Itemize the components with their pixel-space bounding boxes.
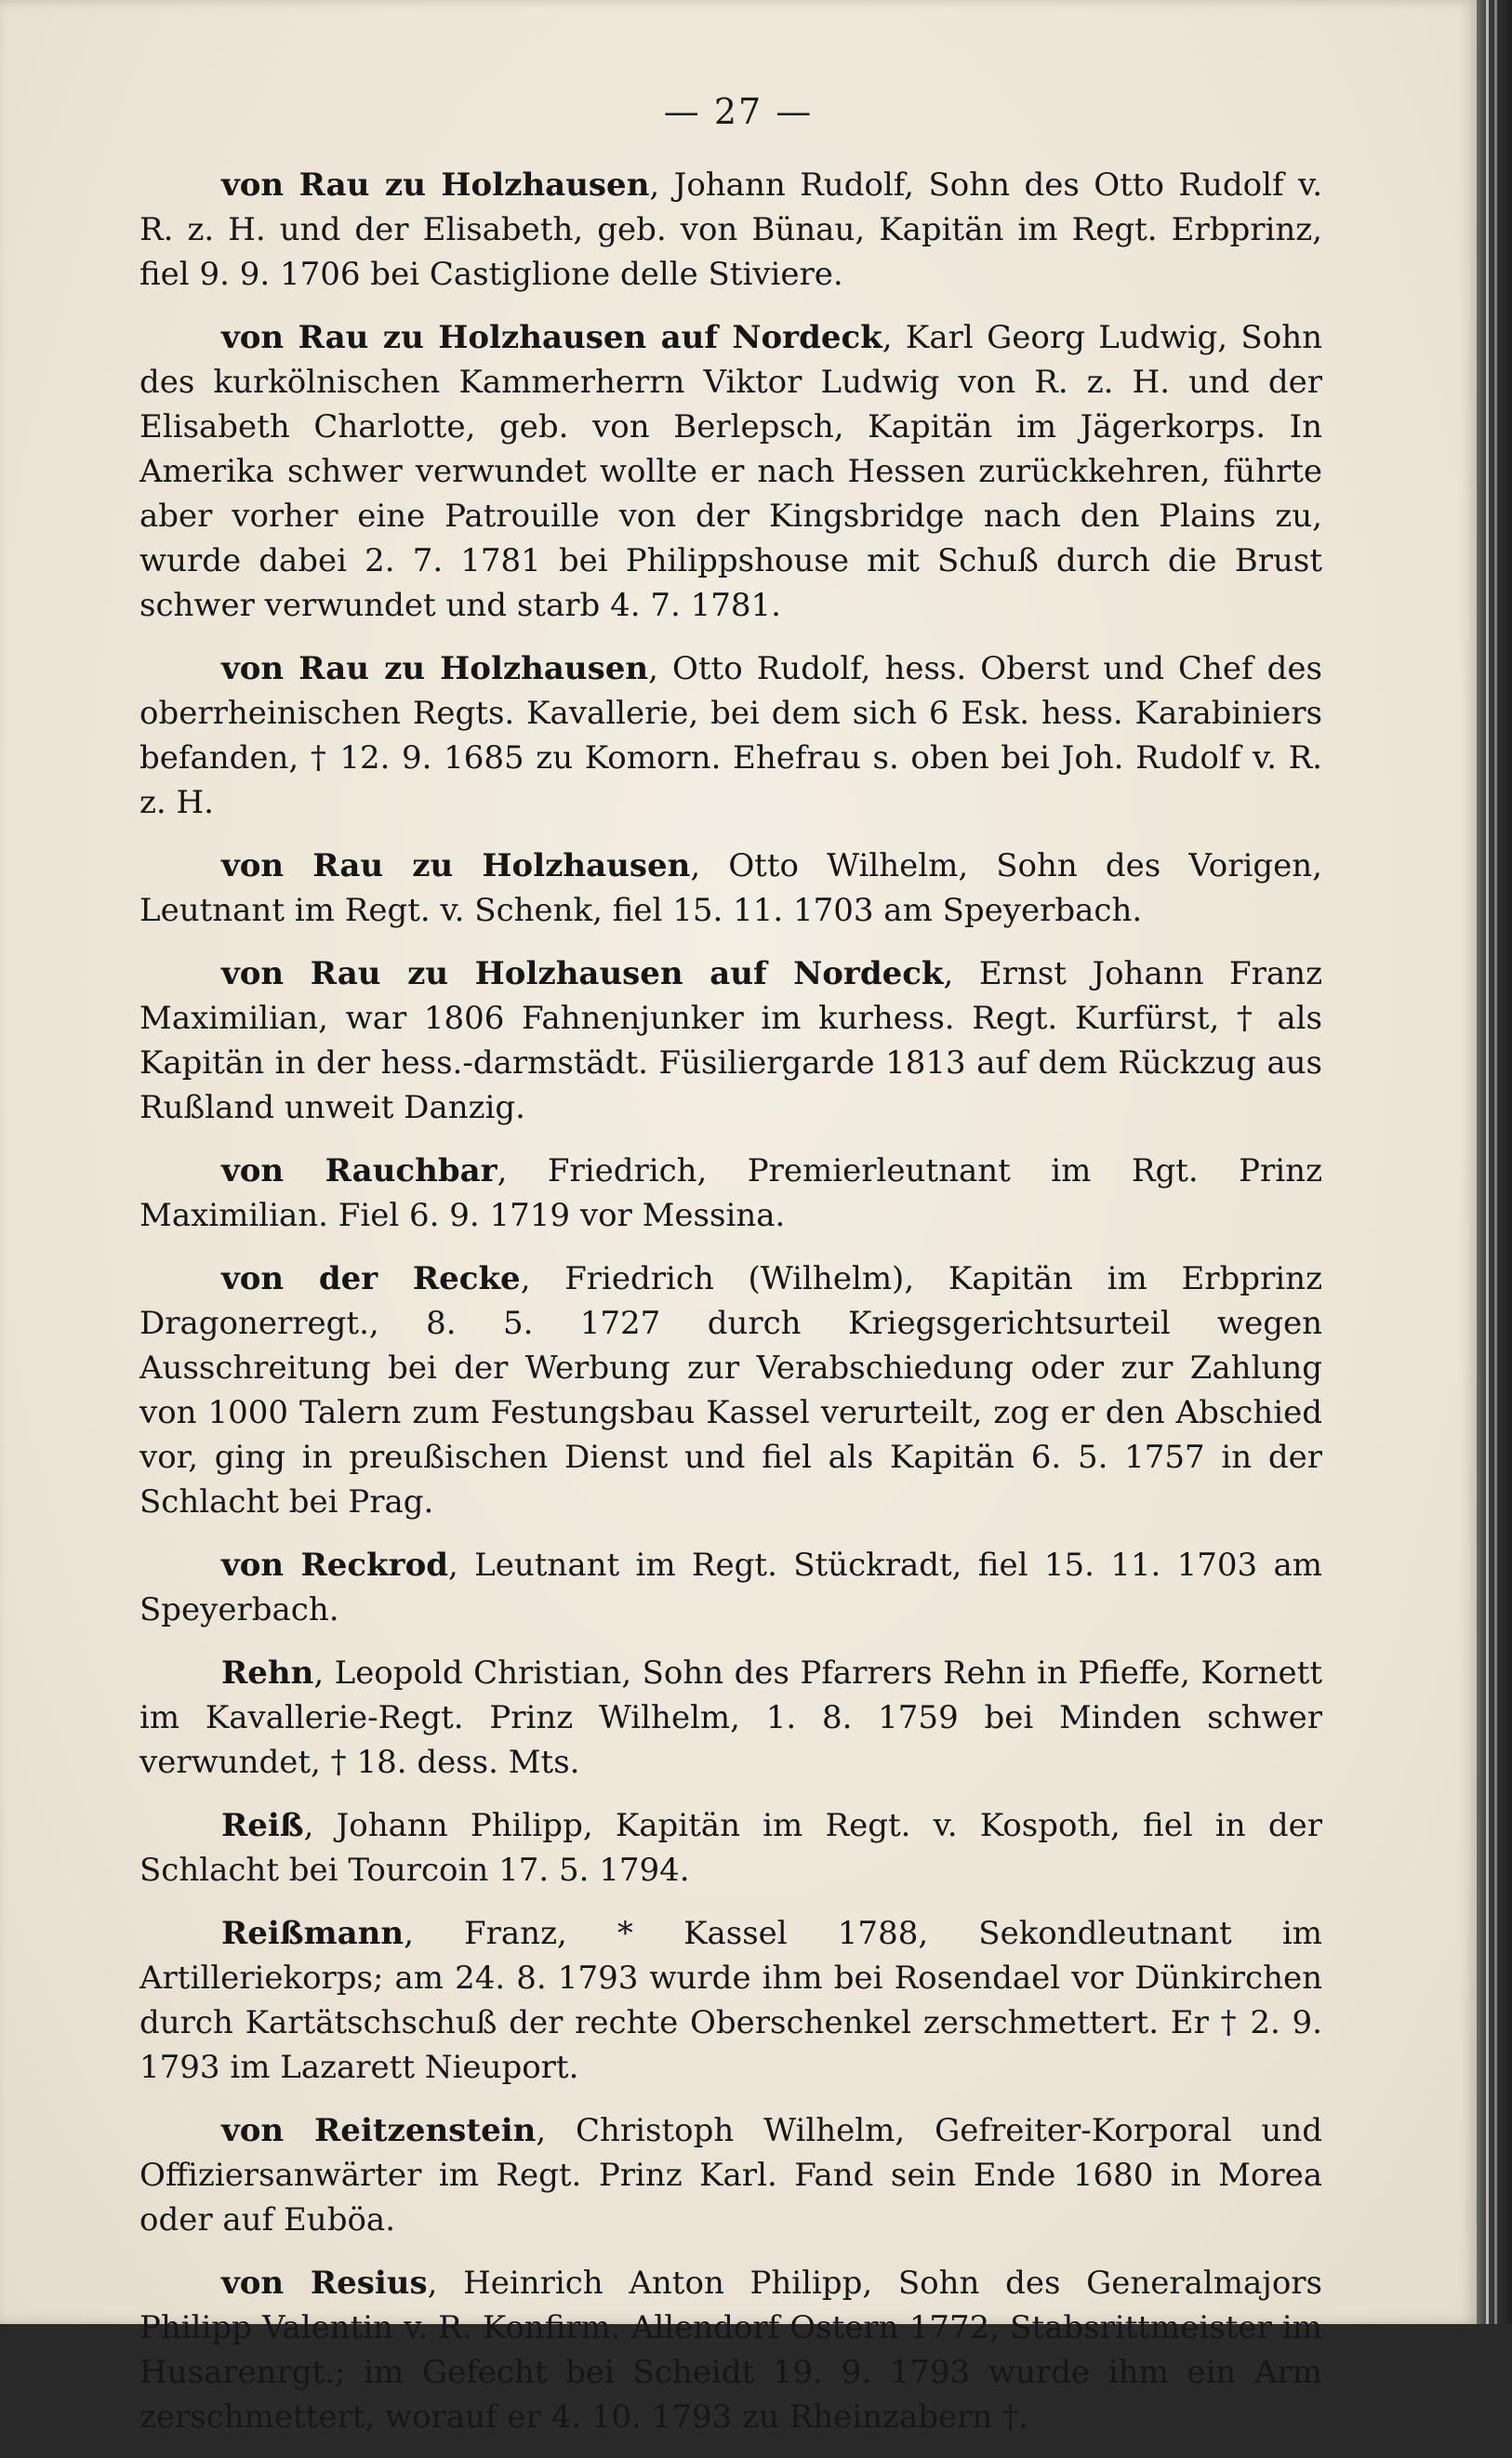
entry-name: Reißmann xyxy=(221,1915,405,1952)
entry xyxy=(139,844,1322,933)
page-edge-line xyxy=(1494,0,1497,2324)
entry-name: von Reckrod xyxy=(221,1547,449,1584)
entry-text: , Leopold Christian, Sohn des Pfarrers Rehn in Pfieffe, Kornett im Kavallerie-Regt. Prinz Wilhelm, 1. 8. 1759 bei Minden schwer verwundet, † 18. dess. Mts. xyxy=(139,1654,1322,1781)
page-edge-line xyxy=(1486,0,1489,2324)
entry-text: , Johann Philipp, Kapitän im Regt. v. Kospoth, fiel in der Schlacht bei Tourcoin 17. 5. 1794. xyxy=(139,1807,1322,1889)
entry-text: , Friedrich, Premierleutnant im Rgt. Prinz Maximilian. Fiel 6. 9. 1719 vor Messina. xyxy=(139,1152,1322,1234)
entry xyxy=(139,951,1322,1130)
entry-text: , Franz, * Kassel 1788, Sekondleutnant im Artilleriekorps; am 24. 8. 1793 wurde ihm bei Rosendael vor Dünkirchen durch Kartätschschuß der rechte Oberschenkel zerschmettert. Er † 2. 9. 1793 im Lazarett Nieuport. xyxy=(139,1915,1322,2086)
entry-text: , Otto Wilhelm, Sohn des Vorigen, Leutnant im Regt. v. Schenk, fiel 15. 11. 1703 am Speyerbach. xyxy=(139,847,1322,929)
entry-text: , Ernst Johann Franz Maximilian, war 1806 Fahnenjunker im kurhess. Regt. Kurfürst, † als Kapitän in der hess.-darmstädt. Füsiliergarde 1813 auf dem Rückzug aus Rußland unweit Danzig. xyxy=(139,955,1322,1126)
page-number: — 27 — xyxy=(663,91,814,132)
entry-text: , Christoph Wilhelm, Gefreiter-Korporal und Offiziersanwärter im Regt. Prinz Karl. Fand sein Ende 1680 in Morea oder auf Euböa. xyxy=(139,2112,1322,2239)
entry-name: von Rau zu Holzhausen xyxy=(221,650,649,687)
entry-text: , Otto Rudolf, hess. Oberst und Chef des oberrheinischen Regts. Kavallerie, bei dem sich 6 Esk. hess. Karabiniers befanden, † 12. 9. 1685 zu Komorn. Ehefrau s. oben bei Joh. Rudolf v. R. z. H. xyxy=(139,650,1323,821)
entry-name: von Reitzenstein xyxy=(221,2112,537,2149)
entry-name: Reiß xyxy=(221,1807,304,1844)
entry xyxy=(139,2108,1322,2242)
entry xyxy=(139,2261,1322,2439)
entry-name: von Rau zu Holzhausen auf Nordeck xyxy=(221,955,944,992)
entry xyxy=(139,315,1322,628)
entry-name: von Rauchbar xyxy=(221,1152,497,1189)
entry-name: von Rau zu Holzhausen xyxy=(221,166,650,204)
entry-name: Rehn xyxy=(221,1654,314,1692)
entry-text: , Friedrich (Wilhelm), Kapitän im Erbprinz Dragonerregt., 8. 5. 1727 durch Kriegsgerichtsurteil wegen Ausschreitung bei der Werbung zur Verabschiedung oder zur Zahlung von 1000 Talern zum Festungsbau Kassel verurteilt, zog er den Abschied vor, ging in preußischen Dienst und fiel als Kapitän 6. 5. 1757 in der Schlacht bei Prag. xyxy=(139,1260,1322,1521)
entry xyxy=(139,1911,1322,2090)
entry xyxy=(139,1256,1322,1524)
entry-name: von Rau zu Holzhausen auf Nordeck xyxy=(221,319,882,356)
entry xyxy=(139,1543,1322,1632)
text-body xyxy=(139,163,1322,2458)
entry-text: , Leutnant im Regt. Stückradt, fiel 15. 11. 1703 am Speyerbach. xyxy=(139,1547,1322,1628)
entry-name: von der Recke xyxy=(221,1260,521,1297)
entry-text: , Heinrich Anton Philipp, Sohn des Generalmajors Philipp Valentin v. R. Konfirm. Allendorf Ostern 1772, Stabsrittmeister im Husarenrgt.; im Gefecht bei Scheidt 19. 9. 1793 wurde ihm ein Arm zerschmettert, worauf er 4. 10. 1793 zu Rheinzabern †. xyxy=(139,2265,1322,2436)
entry xyxy=(139,646,1322,825)
entry xyxy=(139,1803,1322,1893)
entry-text: , Johann Rudolf, Sohn des Otto Rudolf v. R. z. H. und der Elisabeth, geb. von Bünau, Kapitän im Regt. Erbprinz, fiel 9. 9. 1706 bei Castiglione delle Stiviere. xyxy=(139,166,1323,293)
entry-name: von Rau zu Holzhausen xyxy=(221,847,691,884)
entry xyxy=(139,163,1322,297)
entry-text: , Karl Georg Ludwig, Sohn des kurkölnischen Kammerherrn Viktor Ludwig von R. z. H. und der Elisabeth Charlotte, geb. von Berlepsch, Kapitän im Jägerkorps. In Amerika schwer verwundet wollte er nach Hessen zurückkehren, führte aber vorher eine Patrouille von der Kingsbridge nach den Plains zu, wurde dabei 2. 7. 1781 bei Philippshouse mit Schuß durch die Brust schwer verwundet und starb 4. 7. 1781. xyxy=(139,319,1322,624)
entry-name: von Resius xyxy=(221,2265,428,2302)
entry xyxy=(139,1651,1322,1785)
entry xyxy=(139,1149,1322,1238)
